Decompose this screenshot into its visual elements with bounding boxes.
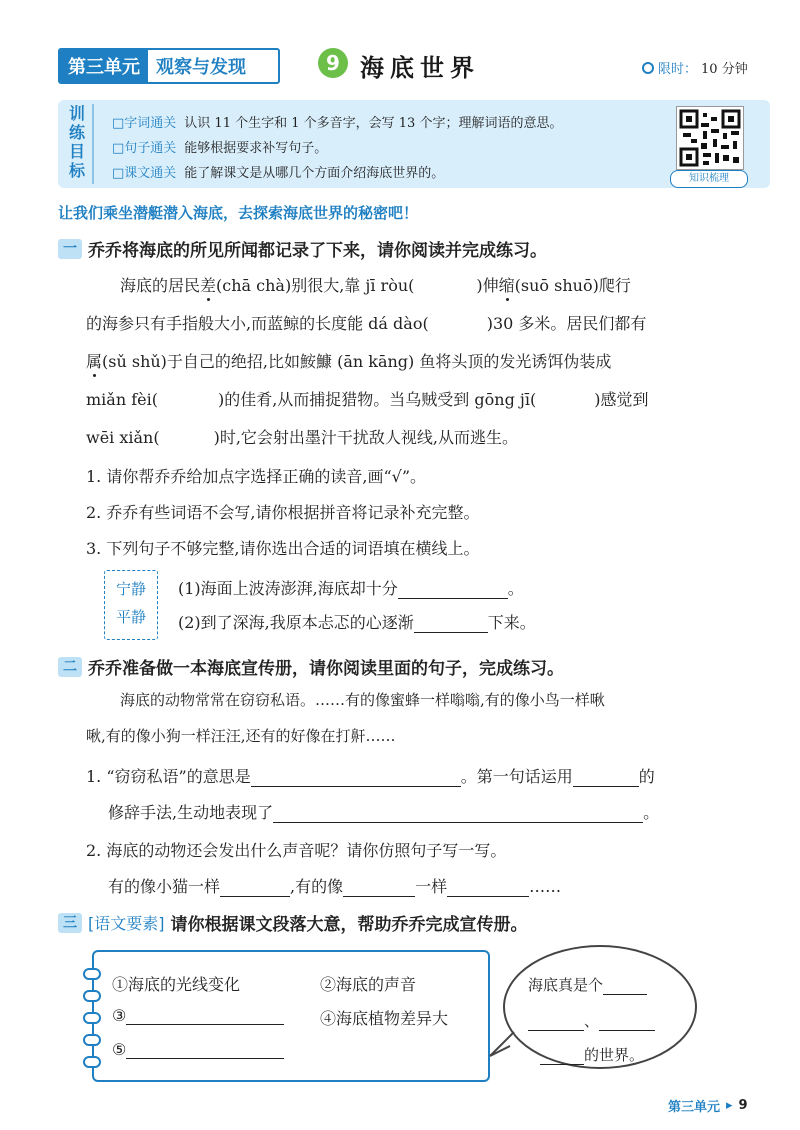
answer-blank[interactable] — [343, 880, 415, 897]
goal-tag[interactable]: □句子通关 — [112, 141, 177, 156]
text-run: ⑤ — [112, 1040, 127, 1059]
fill-sentence-2 — [178, 610, 536, 633]
text-run: (1)海面上波涛澎湃,海底却十分 — [178, 579, 398, 598]
fill-sentence-1 — [178, 576, 524, 599]
text-run: (chā chà)别很大,靠 jī ròu( — [216, 276, 415, 295]
answer-blank[interactable] — [573, 770, 639, 787]
brochure-item: ①海底的光线变化 — [112, 975, 241, 994]
s2-question-2: 2. 海底的动物还会发出什么声音呢？请你仿照句子写一写。 — [86, 841, 507, 860]
imitation-sentence — [108, 874, 561, 897]
reading-line: 海底的动物常常在窃窃私语。……有的像蜜蜂一样嗡嗡,有的像小鸟一样啾 — [120, 691, 605, 709]
answer-blank[interactable] — [603, 978, 647, 995]
answer-blank[interactable] — [126, 1008, 284, 1025]
unit-label: 第三单元 — [60, 50, 148, 82]
unit-badge — [58, 48, 280, 84]
choice-word: 平静 — [115, 608, 146, 626]
section3-title: 请你根据课文段落大意，帮助乔乔完成宣传册。 — [170, 915, 528, 935]
footer-unit: 第三单元 — [668, 1100, 721, 1115]
text-run: wēi xiǎn( — [86, 428, 160, 447]
brochure-item: ④海底植物差异大 — [320, 1009, 449, 1028]
text-run: 下来。 — [487, 613, 536, 632]
text-run: (suō shuō)爬行 — [514, 276, 631, 295]
spiral-ring-icon — [83, 1056, 101, 1068]
answer-blank[interactable] — [220, 880, 290, 897]
passage-line — [120, 268, 780, 304]
unit-topic: 观察与发现 — [148, 50, 254, 82]
time-limit — [642, 58, 748, 77]
text-run: 的世界。 — [584, 1046, 645, 1064]
spiral-ring-icon — [83, 990, 101, 1002]
question-3: 3. 下列句子不够完整,请你选出合适的词语填在横线上。 — [86, 539, 480, 558]
time-value: 10 分钟 — [701, 62, 748, 77]
choice-word: 宁静 — [115, 580, 146, 598]
lesson-number: 9 — [318, 48, 348, 78]
passage-line — [86, 420, 776, 456]
text-run: 。 — [643, 803, 660, 822]
text-run: 修辞手法,生动地表现了 — [108, 803, 274, 822]
intro-text: 让我们乘坐潜艇潜入海底，去探索海底世界的秘密吧！ — [58, 204, 419, 222]
section1-number: 一 — [58, 239, 82, 259]
qr-label: 知识梳理 — [670, 170, 748, 188]
bubble-line — [540, 1044, 644, 1065]
dotted-char: 差 — [200, 276, 217, 295]
answer-blank[interactable] — [528, 1014, 584, 1031]
section1-title: 乔乔将海底的所见所闻都记录了下来，请你阅读并完成练习。 — [88, 241, 547, 261]
goal-row — [112, 162, 444, 181]
s2-question-1-cont — [108, 800, 659, 823]
text-run: )伸 — [476, 276, 499, 295]
answer-blank[interactable] — [540, 1048, 584, 1065]
text-run: )时,它会射出墨汁干扰敌人视线,从而逃生。 — [213, 428, 519, 447]
text-run: 的 — [638, 767, 655, 786]
question-2: 2. 乔乔有些词语不会写,请你根据拼音将记录补充完整。 — [86, 503, 480, 522]
clock-icon — [642, 62, 654, 74]
bubble-line — [528, 974, 647, 995]
spiral-ring-icon — [83, 968, 101, 980]
page-footer — [668, 1096, 748, 1115]
qr-code-icon[interactable] — [676, 106, 744, 170]
goal-text: 能了解课文是从哪几个方面介绍海底世界的。 — [184, 166, 445, 181]
answer-blank[interactable] — [273, 806, 643, 823]
spiral-ring-icon — [83, 1034, 101, 1046]
dotted-char: 缩 — [498, 276, 515, 295]
text-run: 、 — [584, 1012, 600, 1030]
section1-heading — [58, 236, 547, 261]
section2-heading — [58, 654, 564, 679]
brochure-item — [112, 1006, 284, 1025]
speech-bubble-tail-icon — [488, 1030, 518, 1060]
time-label: 限时： — [658, 62, 698, 77]
lesson-title: 海底世界 — [360, 54, 480, 82]
dotted-char: 属 — [86, 352, 103, 371]
s2-question-1 — [86, 764, 655, 787]
text-run: 一样 — [415, 877, 448, 896]
passage-line — [86, 382, 776, 418]
bubble-line — [528, 1010, 655, 1031]
goal-row — [112, 112, 562, 131]
text-run: (2)到了深海,我原本忐忑的心逐渐 — [178, 613, 414, 632]
arrow-right-icon: ▸ — [726, 1098, 733, 1113]
section2-title: 乔乔准备做一本海底宣传册，请你阅读里面的句子，完成练习。 — [88, 659, 564, 679]
text-run: 。 — [507, 579, 524, 598]
answer-blank[interactable] — [447, 880, 529, 897]
word-choice-box — [104, 570, 158, 640]
text-run: 的海参只有手指般大小,而蓝鲸的长度能 dá dào( — [86, 314, 429, 333]
passage-line — [86, 344, 776, 380]
page-number: 9 — [738, 1098, 748, 1113]
goal-text: 认识 11 个生字和 1 个多音字，会写 13 个字；理解词语的意思。 — [184, 116, 563, 131]
text-run: 海底真是个 — [528, 976, 604, 994]
text-run: 1. “窃窃私语”的意思是 — [86, 767, 251, 786]
answer-blank[interactable] — [126, 1042, 284, 1059]
text-run: )感觉到 — [594, 390, 649, 409]
text-run: ,有的像 — [290, 877, 344, 896]
text-run: (sǔ shǔ)于自己的绝招,比如鮟鱇 (ān kāng) 鱼将头顶的发光诱饵伪装成 — [102, 352, 612, 371]
section3-heading — [58, 910, 528, 935]
question-1: 1. 请你帮乔乔给加点字选择正确的读音,画“√”。 — [86, 467, 426, 486]
spiral-ring-icon — [83, 1012, 101, 1024]
text-run: )30 多米。居民们都有 — [486, 314, 647, 333]
goal-text: 能够根据要求补写句子。 — [184, 141, 328, 156]
text-run: 海底的居民 — [120, 276, 201, 295]
text-run: ③ — [112, 1006, 127, 1025]
text-run: miǎn fèi( — [86, 390, 158, 409]
text-run: )的佳肴,从而捕捉猎物。当乌贼受到 gōng jī( — [217, 390, 537, 409]
goal-row — [112, 137, 327, 156]
answer-blank[interactable] — [414, 616, 488, 633]
reading-line: 啾,有的像小狗一样汪汪,还有的好像在打鼾…… — [86, 727, 396, 745]
text-run: …… — [529, 877, 562, 896]
brochure-item: ②海底的声音 — [320, 975, 417, 994]
brochure-item — [112, 1040, 284, 1059]
answer-blank[interactable] — [398, 582, 508, 599]
section3-tag: [语文要素] — [88, 914, 165, 933]
goal-tag[interactable]: □字词通关 — [112, 116, 177, 131]
text-run: 。第一句话运用 — [460, 767, 573, 786]
passage-line — [86, 306, 776, 342]
answer-blank[interactable] — [599, 1014, 655, 1031]
goals-label: 训练目标 — [62, 104, 94, 184]
text-run: 有的像小猫一样 — [108, 877, 221, 896]
answer-blank[interactable] — [251, 770, 461, 787]
goal-tag[interactable]: □课文通关 — [112, 166, 177, 181]
section3-number: 三 — [58, 913, 82, 933]
section2-number: 二 — [58, 657, 82, 677]
